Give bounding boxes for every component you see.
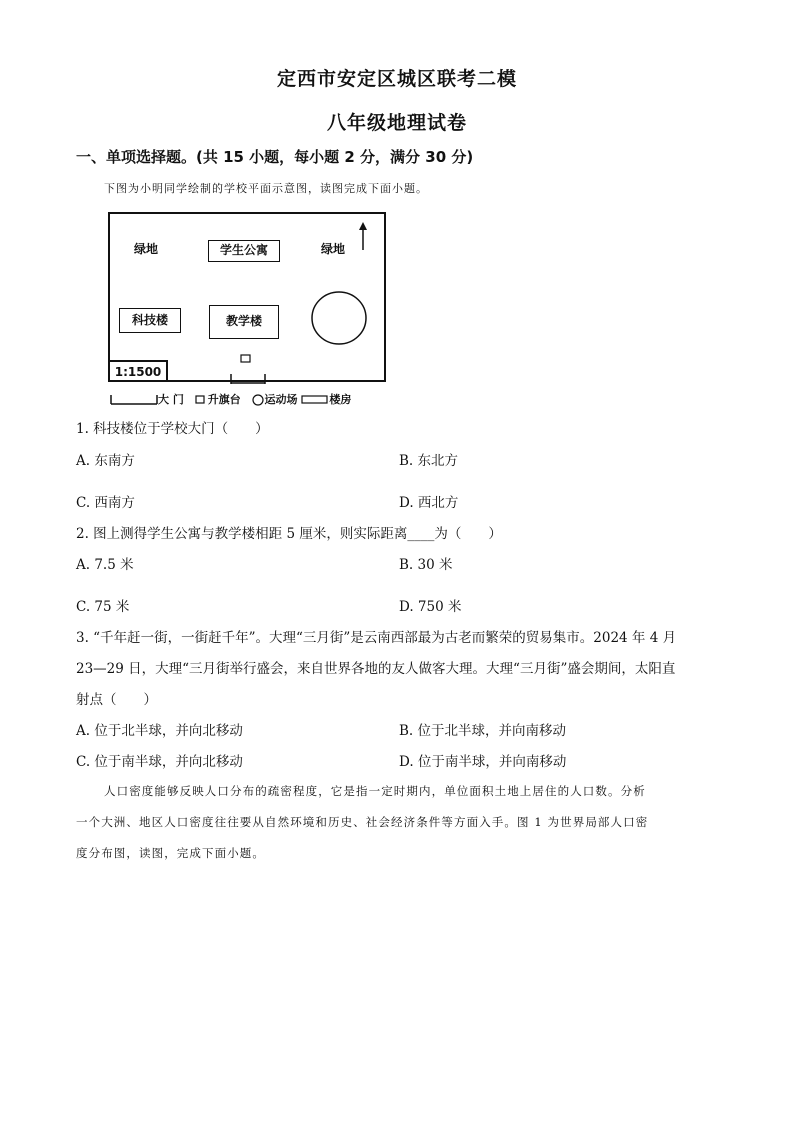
- legend-field: 运动场: [264, 393, 298, 406]
- q2-option-b: B. 30 米: [399, 557, 453, 573]
- question-3-line-2: 23—29 日，大理“三月街举行盛会，来自世界各地的友人做客大理。大理“三月街”盛会期间，太阳直: [76, 661, 676, 677]
- legend-flag-icon: [194, 395, 208, 405]
- q2-option-c: C. 75 米: [76, 599, 130, 615]
- q3-option-d: D. 位于南半球，并向南移动: [399, 754, 567, 770]
- map-legend: [110, 391, 351, 407]
- q3-option-b: B. 位于北半球，并向南移动: [399, 723, 567, 739]
- question-1: 1. 科技楼位于学校大门（ ）: [76, 421, 269, 437]
- exam-subtitle: 八年级地理试卷: [326, 112, 467, 134]
- q3-option-a: A. 位于北半球，并向北移动: [76, 723, 243, 739]
- map-intro: 下图为小明同学绘制的学校平面示意图，读图完成下面小题。: [104, 182, 428, 195]
- q2-option-d: D. 750 米: [399, 599, 462, 615]
- q2-option-a: A. 7.5 米: [76, 557, 134, 573]
- section-heading: 一、单项选择题。(共 15 小题，每小题 2 分，满分 30 分): [76, 148, 474, 166]
- legend-gate-icon: [110, 395, 158, 405]
- legend-building: 楼房: [329, 393, 352, 406]
- question-2: 2. 图上测得学生公寓与教学楼相距 5 厘米，则实际距离____为（ ）: [76, 526, 502, 542]
- legend-gate: 大 门: [158, 393, 184, 406]
- sports-field-icon: [310, 290, 370, 346]
- q1-option-d: D. 西北方: [399, 495, 459, 511]
- map-dorm: 学生公寓: [208, 240, 280, 262]
- density-intro-line-3: 度分布图，读图，完成下面小题。: [76, 846, 265, 860]
- map-green-left: 绿地: [134, 242, 159, 256]
- q1-option-a: A. 东南方: [76, 453, 135, 469]
- question-3-line-1: 3. “千年赶一街，一街赶千年”。大理“三月街”是云南西部最为古老而繁荣的贸易集市。2024 年 4 月: [76, 630, 677, 646]
- density-intro-line-2: 一个大洲、地区人口密度往往要从自然环境和历史、社会经济条件等方面入手。图 1 为世界局部人口密: [76, 815, 649, 829]
- legend-field-icon: [251, 394, 265, 406]
- question-3-line-3: 射点（ ）: [76, 692, 157, 708]
- flag-platform-icon: [240, 354, 252, 364]
- map-teach: 教学楼: [209, 305, 279, 339]
- q1-option-c: C. 西南方: [76, 495, 135, 511]
- school-map: [108, 212, 386, 382]
- north-arrow-icon: [356, 222, 370, 252]
- exam-title: 定西市安定区城区联考二模: [276, 68, 517, 90]
- legend-flag: 升旗台: [207, 393, 241, 406]
- map-tech: 科技楼: [119, 308, 181, 333]
- q3-option-c: C. 位于南半球，并向北移动: [76, 754, 243, 770]
- gate-icon: [228, 374, 268, 384]
- q1-option-b: B. 东北方: [399, 453, 459, 469]
- legend-building-icon: [301, 395, 329, 405]
- density-intro-line-1: 人口密度能够反映人口分布的疏密程度，它是指一定时期内，单位面积土地上居住的人口数。分析: [104, 784, 646, 798]
- map-green-right: 绿地: [321, 242, 346, 256]
- map-scale: 1:1500: [108, 360, 168, 382]
